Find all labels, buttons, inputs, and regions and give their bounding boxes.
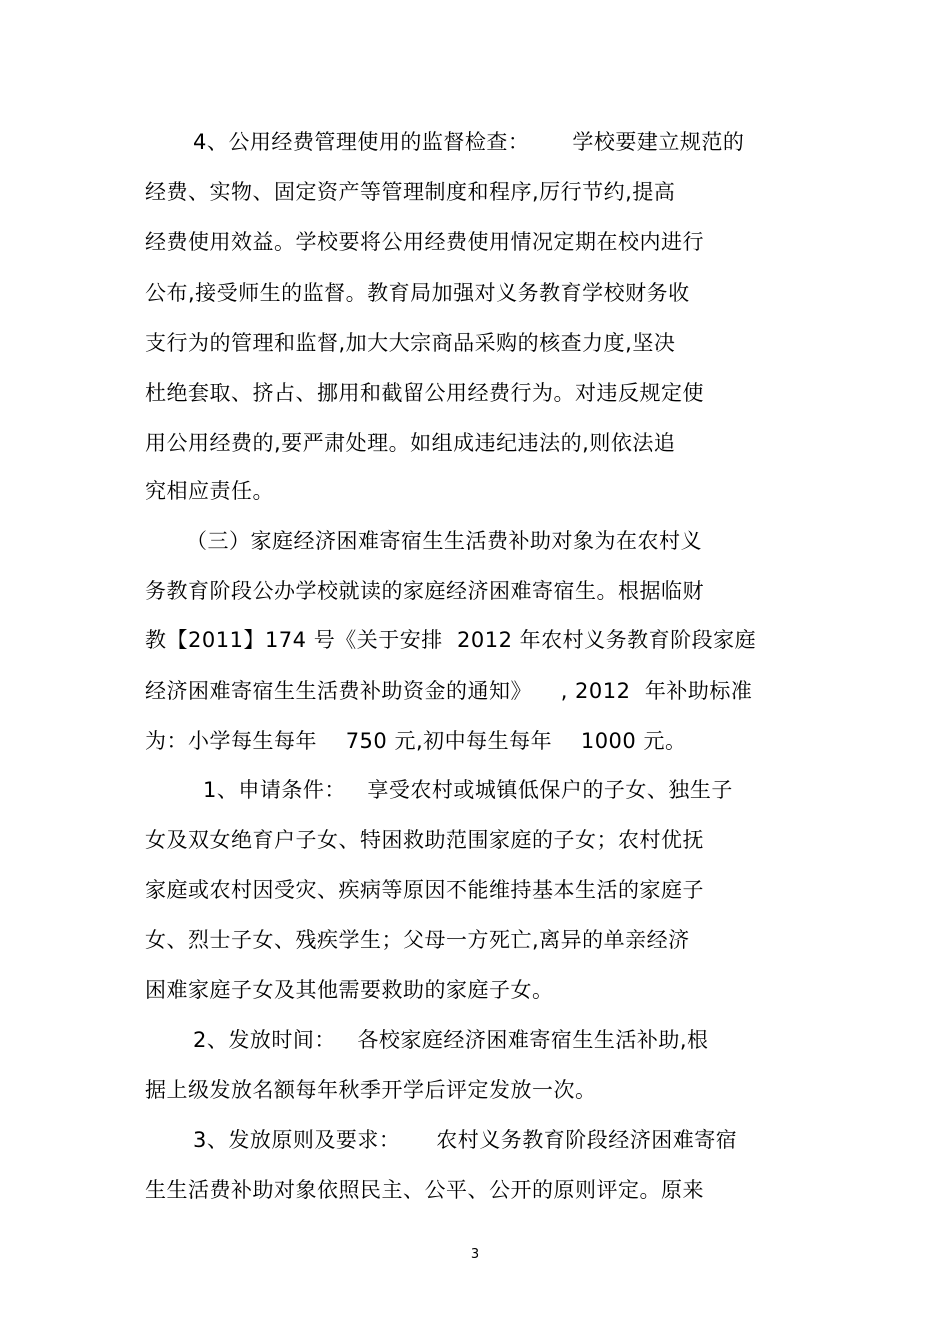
text-line-1: 4、公用经费管理使用的监督检查： 学校要建立规范的 bbox=[193, 130, 745, 154]
text-line-12: 经济困难寄宿生生活费补助资金的通知》 , 2012 年补助标准 bbox=[145, 679, 753, 703]
text-line-11: 教【2011】174 号《关于安排 2012 年农村义务教育阶段家庭 bbox=[145, 628, 757, 652]
text-line-6: 杜绝套取、挤占、挪用和截留公用经费行为。对违反规定使 bbox=[145, 381, 704, 405]
page-number: 3 bbox=[470, 1247, 480, 1262]
text-line-2: 经费、实物、固定资产等管理制度和程序,厉行节约,提高 bbox=[145, 180, 676, 204]
text-line-19: 2、发放时间： 各校家庭经济困难寄宿生生活补助,根 bbox=[193, 1028, 709, 1052]
text-line-3: 经费使用效益。学校要将公用经费使用情况定期在校内进行 bbox=[145, 230, 704, 254]
text-line-20: 据上级发放名额每年秋季开学后评定发放一次。 bbox=[145, 1078, 597, 1102]
text-line-14: 1、申请条件： 享受农村或城镇低保户的子女、独生子 bbox=[203, 778, 733, 802]
text-line-9: （三）家庭经济困难寄宿生生活费补助对象为在农村义 bbox=[186, 529, 702, 553]
text-line-10: 务教育阶段公办学校就读的家庭经济困难寄宿生。根据临财 bbox=[145, 579, 704, 603]
text-line-7: 用公用经费的,要严肃处理。如组成违纪违法的,则依法追 bbox=[145, 431, 676, 455]
text-line-18: 困难家庭子女及其他需要救助的家庭子女。 bbox=[145, 978, 554, 1002]
text-line-21: 3、发放原则及要求： 农村义务教育阶段经济困难寄宿 bbox=[193, 1128, 738, 1152]
text-line-13: 为：小学每生每年 750 元,初中每生每年 1000 元。 bbox=[145, 729, 687, 753]
text-line-17: 女、烈士子女、残疾学生；父母一方死亡,离异的单亲经济 bbox=[145, 928, 690, 952]
text-line-16: 家庭或农村因受灾、疾病等原因不能维持基本生活的家庭子 bbox=[145, 878, 704, 902]
text-line-4: 公布,接受师生的监督。教育局加强对义务教育学校财务收 bbox=[145, 281, 690, 305]
text-line-5: 支行为的管理和监督,加大大宗商品采购的核查力度,坚决 bbox=[145, 331, 676, 355]
text-line-15: 女及双女绝育户子女、特困救助范围家庭的子女；农村优抚 bbox=[145, 828, 704, 852]
text-line-8: 究相应责任。 bbox=[145, 479, 274, 503]
text-line-22: 生生活费补助对象依照民主、公平、公开的原则评定。原来 bbox=[145, 1178, 704, 1202]
